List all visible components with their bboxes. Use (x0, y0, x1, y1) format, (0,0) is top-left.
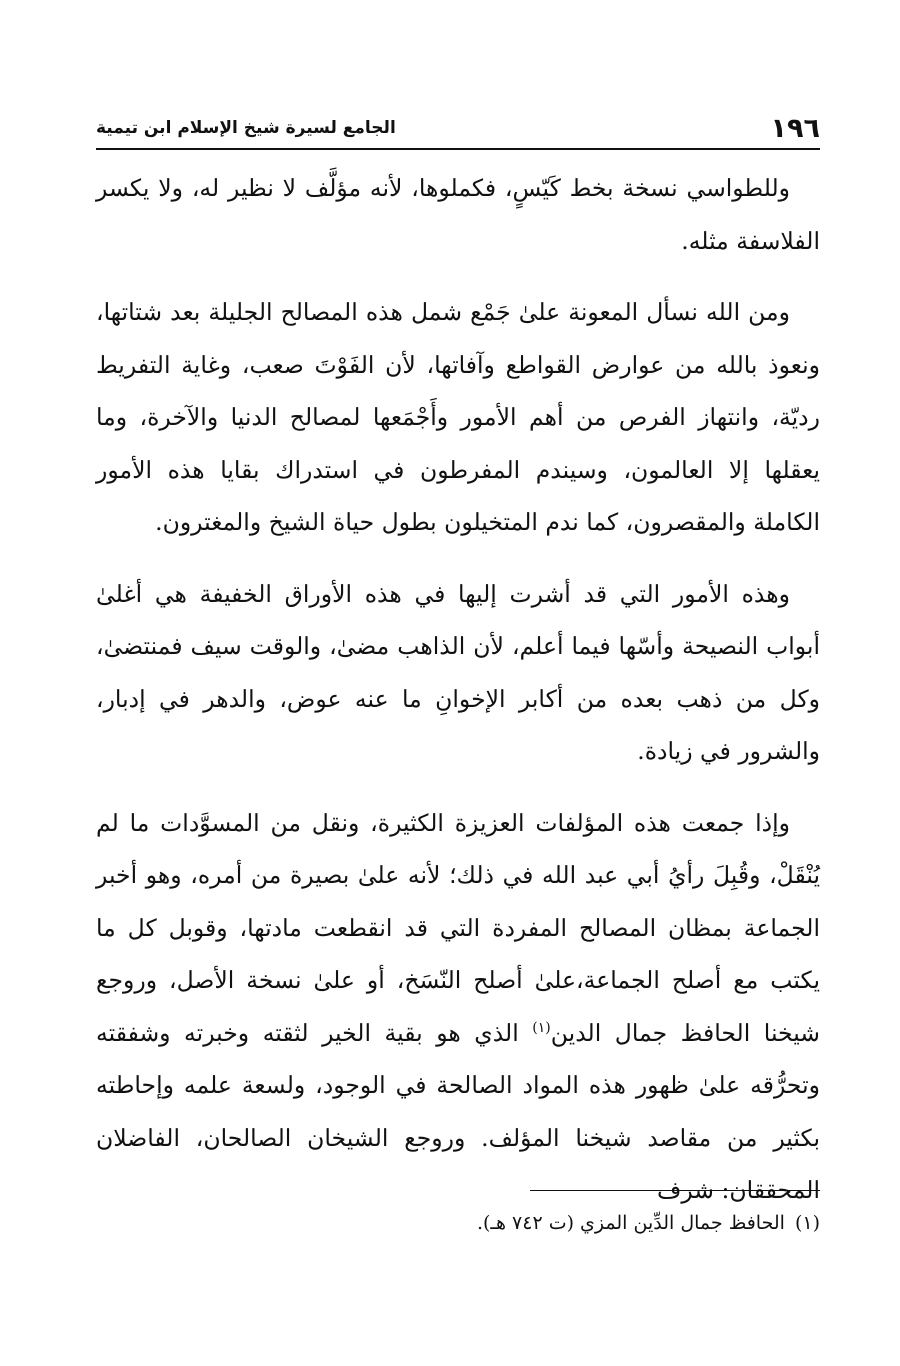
paragraph: وللطواسي نسخة بخط كَيّسٍ، فكملوها، لأنه مؤلَّف لا نظير له، ولا يكسر الفلاسفة مثله. (96, 174, 820, 255)
page-number: ١٩٦ (770, 113, 820, 144)
page-header (96, 112, 820, 146)
footnote-marker: (١) (794, 1212, 820, 1234)
paragraph (96, 797, 820, 1217)
footnote-reference: (١) (532, 1019, 551, 1036)
footnote (96, 1205, 820, 1241)
header-rule (96, 148, 820, 150)
paragraph-text: وإذا جمعت هذه المؤلفات العزيزة الكثيرة، ونقل من المسوَّدات ما لم يُنْقَلْ، وقُبِلَ رأيُ أبي عبد الله في ذلك؛ لأنه علىٰ بصيرة من أمره، وهو أخبر الجماعة بمظان المصالح المفردة التي قد انقطعت مادتها، وقوبل كل ما يكتب مع أصلح الجماعة،علىٰ أصلح النّسَخ، أو علىٰ نسخة الأصل، وروجع شيخنا الحافظ جمال الدين (96, 808, 820, 1047)
footnote-text: الحافظ جمال الدِّين المزي (ت ٧٤٢ هـ). (476, 1212, 785, 1234)
paragraph: وهذه الأمور التي قد أشرت إليها في هذه الأوراق الخفيفة هي أغلىٰ أبواب النصيحة وأسّها فيما أعلم، لأن الذاهب مضىٰ، والوقت سيف فمنتضىٰ، وكل من ذهب بعده من أكابر الإخوانِ ما عنه عوض، والدهر في إدبار، والشرور في زيادة. (96, 579, 820, 765)
running-title: الجامع لسيرة شيخ الإسلام ابن تيمية (96, 118, 396, 138)
paragraph-text: الذي هو بقية الخير لثقته وخبرته وشفقته وتحرُّقه علىٰ ظهور هذه المواد الصالحة في الوجود، ولسعة علمه وإحاطته بكثير من مقاصد شيخنا المؤلف. وروجع الشيخان الصالحان، الفاضلان المحققان: شرف (96, 1018, 820, 1204)
paragraph: ومن الله نسأل المعونة علىٰ جَمْع شمل هذه المصالح الجليلة بعد شتاتها، ونعوذ بالله من عوارض القواطع وآفاتها، لأن الفَوْتَ صعب، وغاية التفريط رديّة، وانتهاز الفرص من أهم الأمور وأَجْمَعها لمصالح الدنيا والآخرة، وما يعقلها إلا العالمون، وسيندم المفرطون في استدراك بقايا هذه الأمور الكاملة والمقصرون، كما ندم المتخيلون بطول حياة الشيخ والمغترون. (96, 298, 820, 536)
main-text (96, 162, 820, 1236)
footnote-rule (530, 1190, 820, 1191)
